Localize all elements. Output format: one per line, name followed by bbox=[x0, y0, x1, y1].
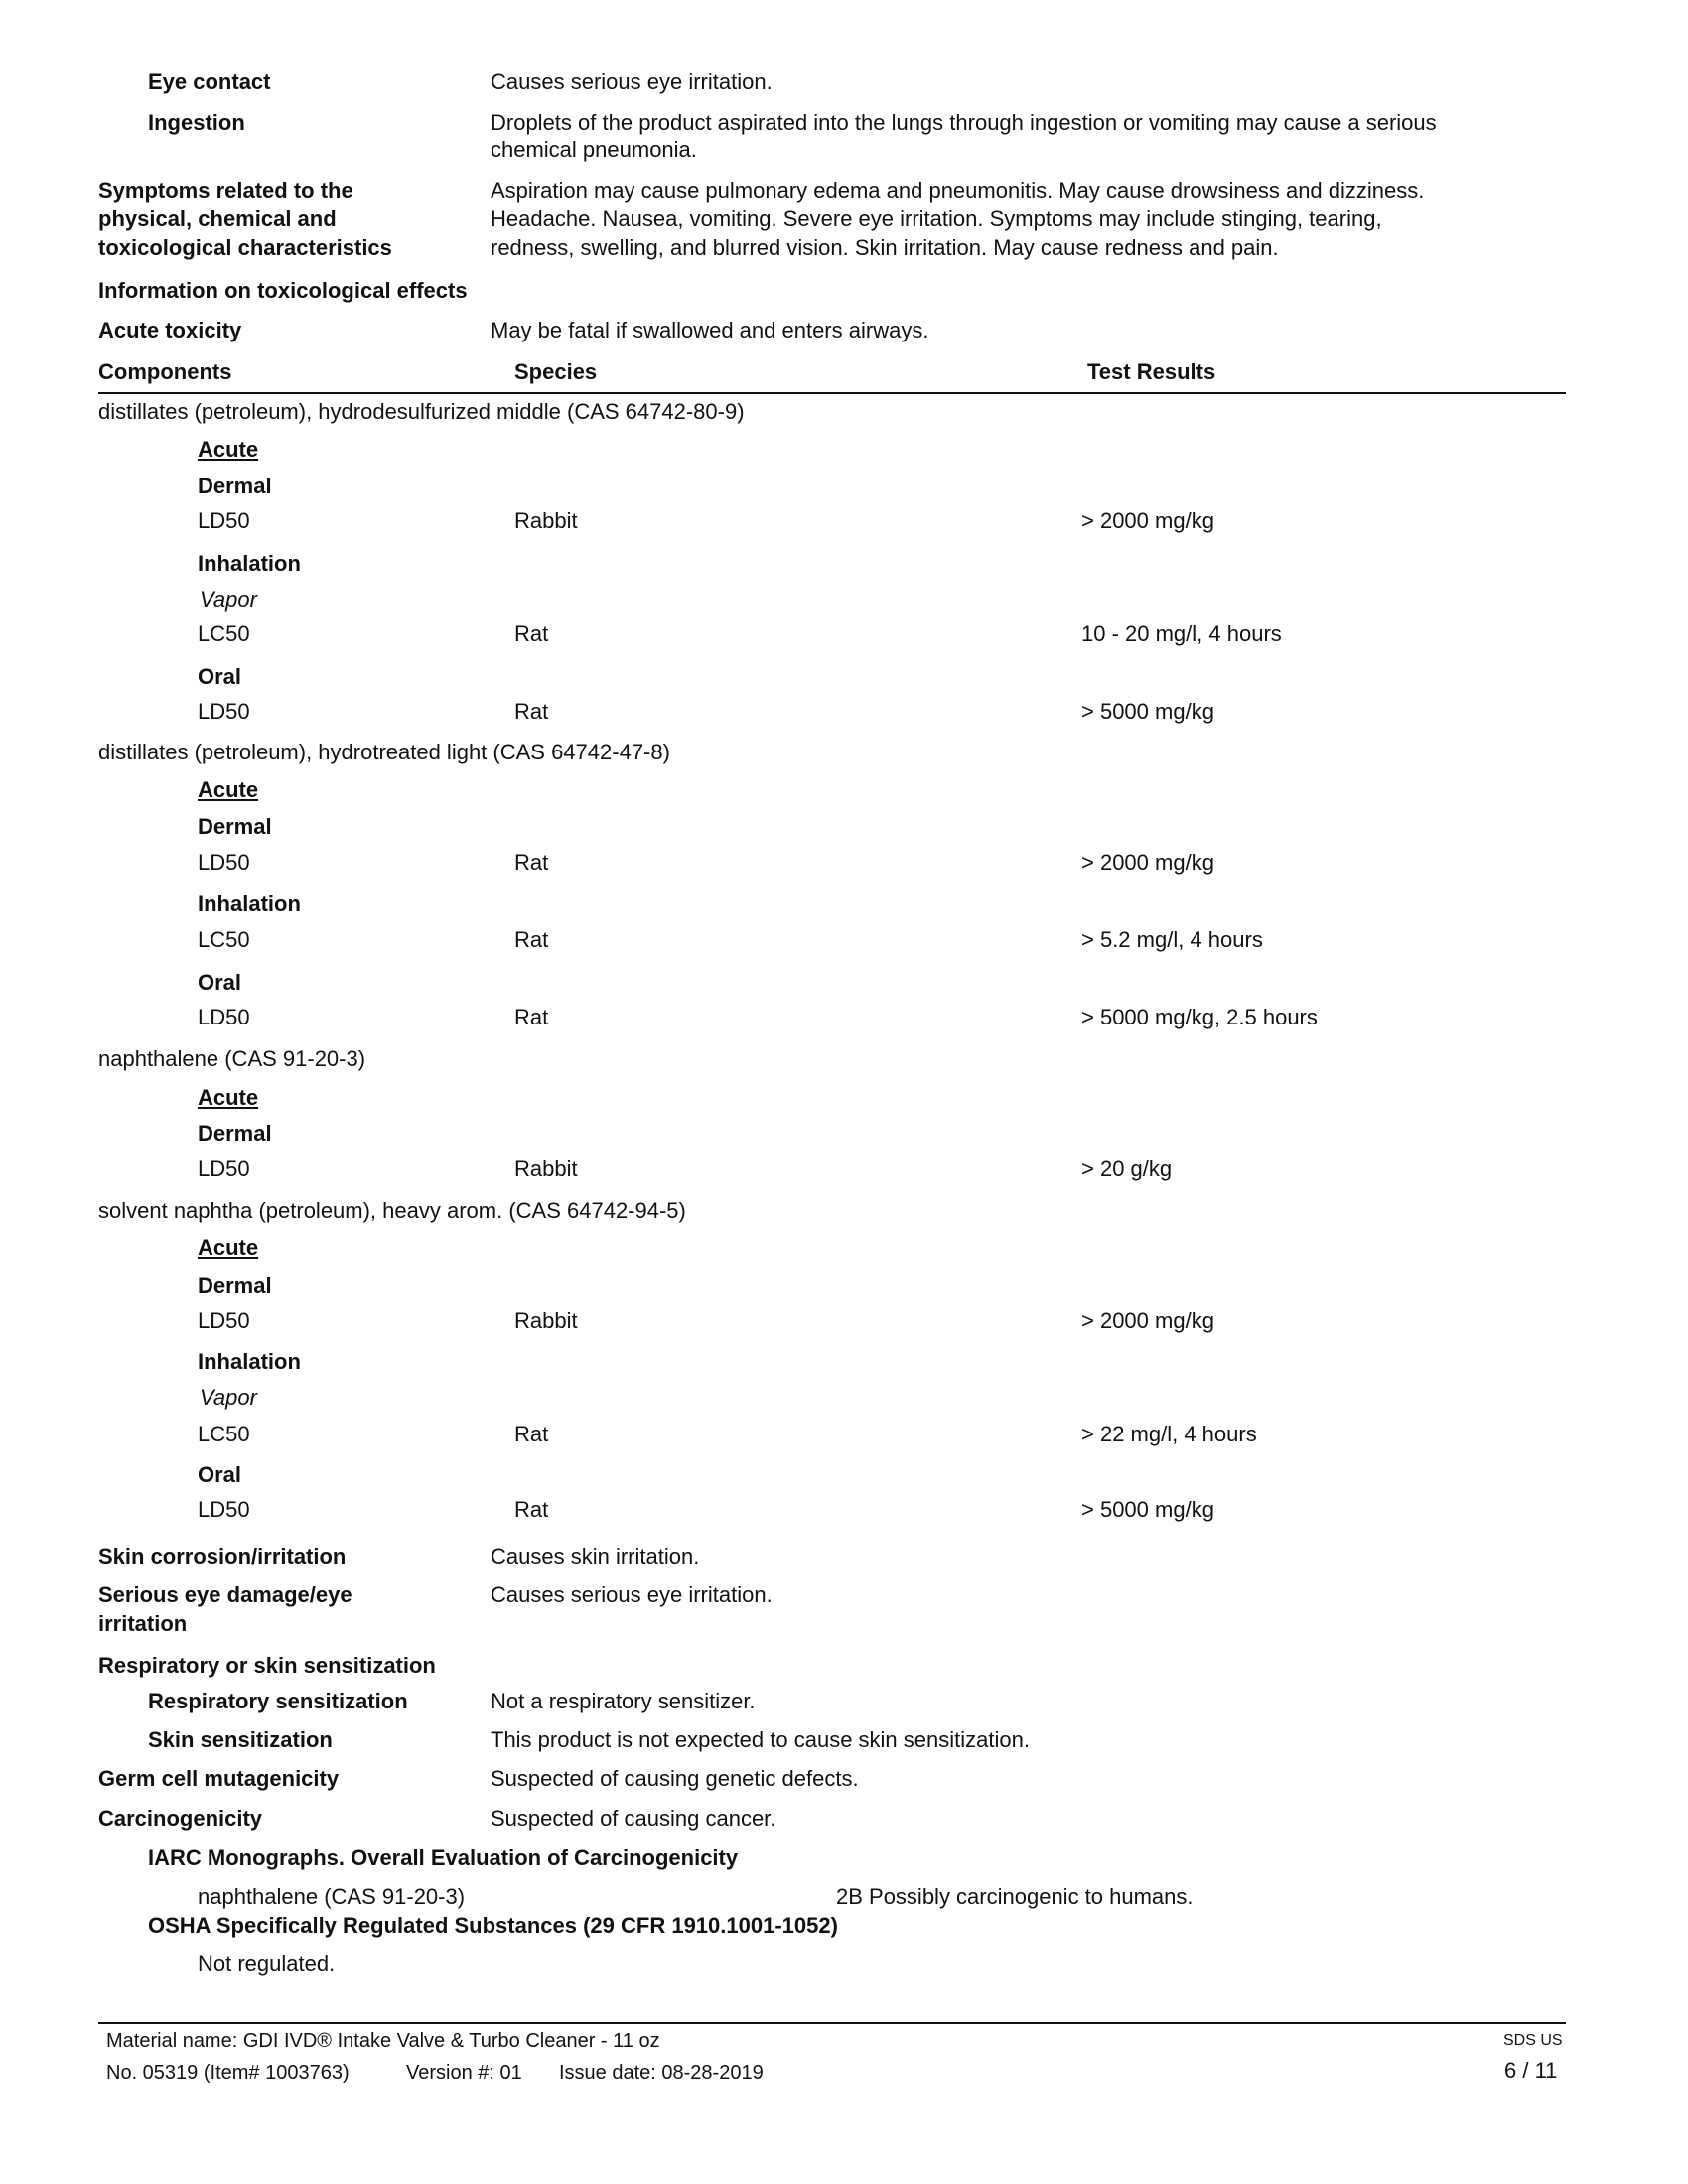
species: Rat bbox=[514, 699, 549, 724]
exposure-route: Oral bbox=[198, 1462, 242, 1487]
symptoms-value: Headache. Nausea, vomiting. Severe eye irritation. Symptoms may include stinging, tearing, bbox=[491, 206, 1382, 231]
exposure-route: Dermal bbox=[198, 1121, 272, 1146]
test-type: LD50 bbox=[198, 699, 250, 724]
column-header-test-results: Test Results bbox=[1087, 359, 1216, 384]
iarc-result: 2B Possibly carcinogenic to humans. bbox=[836, 1884, 1194, 1909]
component-name: distillates (petroleum), hydrodesulfurized middle (CAS 64742-80-9) bbox=[98, 399, 745, 424]
column-header-species: Species bbox=[514, 359, 598, 384]
germ-cell-value: Suspected of causing genetic defects. bbox=[491, 1766, 859, 1791]
footer-number: No. 05319 (Item# 1003763) bbox=[106, 2062, 350, 2084]
respiratory-sensitization-label: Respiratory sensitization bbox=[148, 1689, 408, 1713]
test-result: > 5000 mg/kg bbox=[1081, 1497, 1214, 1522]
footer-page-number: 6 / 11 bbox=[1504, 2058, 1558, 2083]
acute-heading: Acute bbox=[198, 777, 259, 802]
eye-damage-value: Causes serious eye irritation. bbox=[491, 1582, 773, 1607]
acute-heading: Acute bbox=[198, 1235, 259, 1260]
exposure-form: Vapor bbox=[200, 1385, 257, 1410]
species: Rat bbox=[514, 850, 549, 875]
skin-corrosion-value: Causes skin irritation. bbox=[491, 1544, 700, 1569]
component-name: naphthalene (CAS 91-20-3) bbox=[98, 1046, 366, 1071]
test-type: LD50 bbox=[198, 508, 250, 533]
osha-heading: OSHA Specifically Regulated Substances (29 CFR 1910.1001-1052) bbox=[148, 1913, 838, 1938]
exposure-route: Inhalation bbox=[198, 551, 301, 576]
eye-damage-label: Serious eye damage/eye bbox=[98, 1582, 352, 1607]
footer-issue-date: Issue date: 08-28-2019 bbox=[559, 2062, 764, 2084]
test-type: LD50 bbox=[198, 1005, 250, 1029]
test-result: > 5000 mg/kg, 2.5 hours bbox=[1081, 1005, 1318, 1029]
component-name: distillates (petroleum), hydrotreated light (CAS 64742-47-8) bbox=[98, 740, 670, 764]
ingestion-label: Ingestion bbox=[148, 110, 245, 135]
symptoms-label: physical, chemical and bbox=[98, 206, 337, 231]
test-result: > 2000 mg/kg bbox=[1081, 1308, 1214, 1333]
footer-rule bbox=[98, 2022, 1566, 2024]
species: Rabbit bbox=[514, 508, 578, 533]
test-result: > 22 mg/l, 4 hours bbox=[1081, 1422, 1257, 1446]
acute-toxicity-label: Acute toxicity bbox=[98, 318, 242, 342]
eye-contact-value: Causes serious eye irritation. bbox=[491, 69, 773, 94]
test-type: LD50 bbox=[198, 1308, 250, 1333]
eye-damage-label: irritation bbox=[98, 1611, 188, 1636]
skin-sensitization-label: Skin sensitization bbox=[148, 1727, 333, 1752]
table-header-rule bbox=[98, 392, 1566, 394]
carcinogenicity-label: Carcinogenicity bbox=[98, 1806, 263, 1831]
skin-sensitization-value: This product is not expected to cause skin sensitization. bbox=[491, 1727, 1030, 1752]
test-type: LD50 bbox=[198, 1157, 250, 1181]
species: Rat bbox=[514, 1422, 549, 1446]
test-result: > 2000 mg/kg bbox=[1081, 508, 1214, 533]
sensitization-heading: Respiratory or skin sensitization bbox=[98, 1653, 436, 1678]
carcinogenicity-value: Suspected of causing cancer. bbox=[491, 1806, 776, 1831]
test-result: > 2000 mg/kg bbox=[1081, 850, 1214, 875]
skin-corrosion-label: Skin corrosion/irritation bbox=[98, 1544, 347, 1569]
ingestion-value: chemical pneumonia. bbox=[491, 137, 697, 162]
respiratory-sensitization-value: Not a respiratory sensitizer. bbox=[491, 1689, 756, 1713]
symptoms-value: redness, swelling, and blurred vision. Skin irritation. May cause redness and pain. bbox=[491, 235, 1279, 260]
component-name: solvent naphtha (petroleum), heavy arom. (CAS 64742-94-5) bbox=[98, 1198, 686, 1223]
exposure-form: Vapor bbox=[200, 587, 257, 612]
symptoms-value: Aspiration may cause pulmonary edema and pneumonitis. May cause drowsiness and dizziness. bbox=[491, 178, 1425, 203]
exposure-route: Oral bbox=[198, 970, 242, 995]
species: Rat bbox=[514, 1005, 549, 1029]
species: Rabbit bbox=[514, 1308, 578, 1333]
test-type: LD50 bbox=[198, 850, 250, 875]
symptoms-label: Symptoms related to the bbox=[98, 178, 353, 203]
test-type: LC50 bbox=[198, 927, 250, 952]
footer-material-name: Material name: GDI IVD® Intake Valve & Turbo Cleaner - 11 oz bbox=[106, 2030, 660, 2052]
test-type: LC50 bbox=[198, 1422, 250, 1446]
acute-heading: Acute bbox=[198, 437, 259, 462]
column-header-components: Components bbox=[98, 359, 232, 384]
test-result: 10 - 20 mg/l, 4 hours bbox=[1081, 621, 1282, 646]
exposure-route: Dermal bbox=[198, 814, 272, 839]
species: Rat bbox=[514, 927, 549, 952]
ingestion-value: Droplets of the product aspirated into the lungs through ingestion or vomiting may cause a serious bbox=[491, 110, 1437, 135]
acute-heading: Acute bbox=[198, 1085, 259, 1110]
test-result: > 5000 mg/kg bbox=[1081, 699, 1214, 724]
iarc-substance: naphthalene (CAS 91-20-3) bbox=[198, 1884, 466, 1909]
acute-toxicity-value: May be fatal if swallowed and enters airways. bbox=[491, 318, 929, 342]
species: Rat bbox=[514, 621, 549, 646]
species: Rat bbox=[514, 1497, 549, 1522]
osha-value: Not regulated. bbox=[198, 1951, 336, 1976]
footer-doc-type: SDS US bbox=[1503, 2032, 1563, 2049]
symptoms-label: toxicological characteristics bbox=[98, 235, 392, 260]
exposure-route: Dermal bbox=[198, 1273, 272, 1297]
test-result: > 5.2 mg/l, 4 hours bbox=[1081, 927, 1263, 952]
test-type: LC50 bbox=[198, 621, 250, 646]
test-result: > 20 g/kg bbox=[1081, 1157, 1173, 1181]
exposure-route: Inhalation bbox=[198, 891, 301, 916]
species: Rabbit bbox=[514, 1157, 578, 1181]
section-heading: Information on toxicological effects bbox=[98, 278, 468, 303]
test-type: LD50 bbox=[198, 1497, 250, 1522]
exposure-route: Inhalation bbox=[198, 1349, 301, 1374]
iarc-heading: IARC Monographs. Overall Evaluation of Carcinogenicity bbox=[148, 1845, 739, 1870]
exposure-route: Dermal bbox=[198, 474, 272, 498]
exposure-route: Oral bbox=[198, 664, 242, 689]
germ-cell-label: Germ cell mutagenicity bbox=[98, 1766, 340, 1791]
footer-version: Version #: 01 bbox=[406, 2062, 522, 2084]
eye-contact-label: Eye contact bbox=[148, 69, 271, 94]
